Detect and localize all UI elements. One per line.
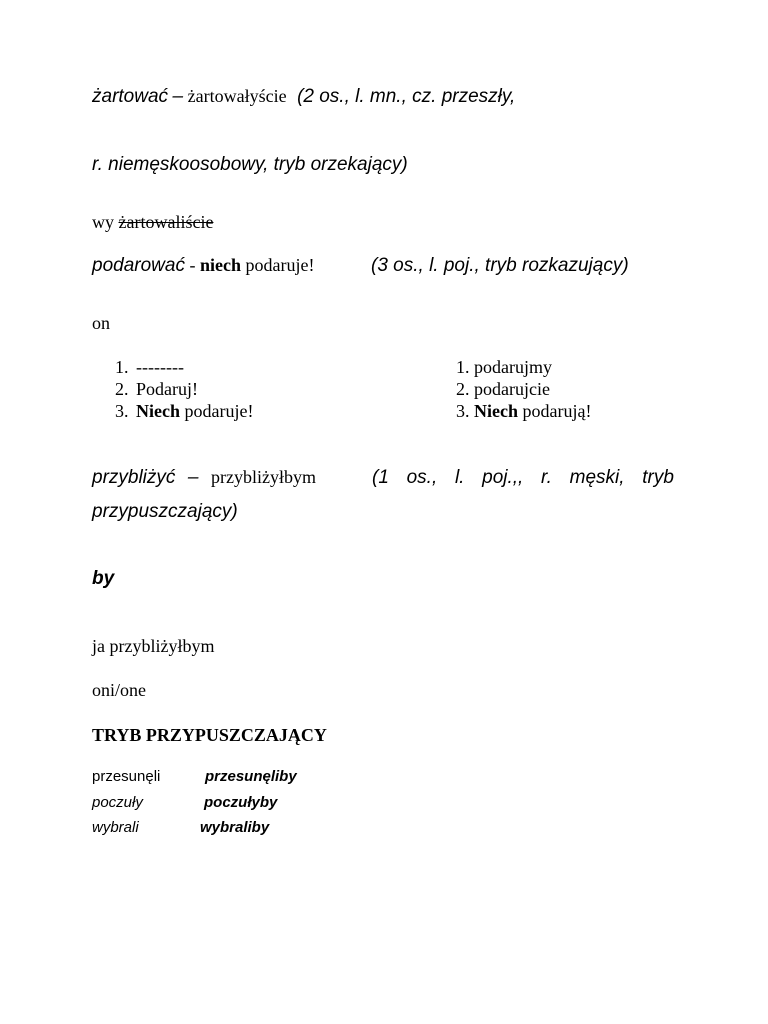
list-number: 2.: [456, 379, 470, 399]
grammar-word: os.,: [406, 467, 438, 488]
pronoun-on: on: [92, 313, 110, 333]
niech-word: Niech: [136, 401, 180, 421]
dash: –: [172, 86, 184, 107]
list-item: [456, 379, 550, 400]
conditional-form: przesunęliby: [205, 768, 297, 785]
grammar-note-continued: przypuszczający): [92, 501, 238, 522]
przyblizyc-line-left: [92, 467, 316, 489]
podarowac-line: [92, 255, 314, 277]
list-item: [115, 379, 198, 400]
grammar-note-continued: r. niemęskoosobowy, tryb orzekający): [92, 154, 408, 175]
list-text: podarują!: [522, 401, 592, 421]
section-heading: TRYB PRZYPUSZCZAJĄCY: [92, 725, 327, 745]
grammar-word: tryb: [642, 467, 674, 488]
dash: -: [189, 255, 196, 275]
conditional-form: poczułyby: [204, 794, 278, 811]
dash: –: [187, 467, 199, 488]
list-text: podarujmy: [474, 357, 552, 377]
verb-przyblizyc: przybliżyć: [92, 467, 176, 488]
list-item: [115, 401, 253, 422]
pronoun-wy: wy: [92, 212, 114, 232]
base-form: wybrali: [92, 819, 139, 836]
zartowac-line: [92, 86, 515, 108]
grammar-note: (3 os., l. poj., tryb rozkazujący): [371, 255, 629, 276]
conditional-form: wybraliby: [200, 819, 270, 836]
niech-word: niech: [199, 255, 241, 275]
form-zartowalyscie: żartowałyście: [187, 86, 287, 106]
list-item: [115, 357, 184, 378]
list-item: [456, 401, 591, 422]
form-przyblizylbym: przybliżyłbym: [210, 467, 316, 487]
list-number: 1.: [456, 357, 470, 377]
base-form: przesunęli: [92, 768, 161, 785]
grammar-word: l.: [454, 467, 465, 488]
niech-word: Niech: [474, 401, 518, 421]
verb-podarowac: podarować: [92, 255, 185, 276]
verb-zartowac: żartować: [92, 86, 169, 107]
list-text: podaruje!: [184, 401, 254, 421]
grammar-note: [372, 467, 674, 489]
list-text: podarujcie: [474, 379, 550, 399]
example-line: ja przybliżyłbym: [92, 636, 215, 656]
grammar-word: poj.,,: [482, 467, 524, 488]
grammar-word: męski,: [569, 467, 625, 488]
pronoun-oni-one: oni/one: [92, 680, 146, 700]
list-text: --------: [136, 357, 184, 377]
list-number: 3.: [115, 401, 129, 421]
base-form: poczuły: [92, 794, 143, 811]
particle-by: by: [92, 568, 115, 589]
list-number: 3.: [456, 401, 470, 421]
list-item: [456, 357, 552, 378]
grammar-word: r.: [541, 467, 552, 488]
list-text: Podaruj!: [136, 379, 198, 399]
grammar-note: (2 os., l. mn., cz. przeszły,: [297, 86, 516, 107]
wy-line: [92, 212, 213, 233]
form-podaruje: podaruje!: [245, 255, 315, 275]
struck-form: żartowaliście: [118, 212, 214, 232]
list-number: 1.: [115, 357, 129, 377]
list-number: 2.: [115, 379, 129, 399]
grammar-word: (1: [372, 467, 389, 488]
